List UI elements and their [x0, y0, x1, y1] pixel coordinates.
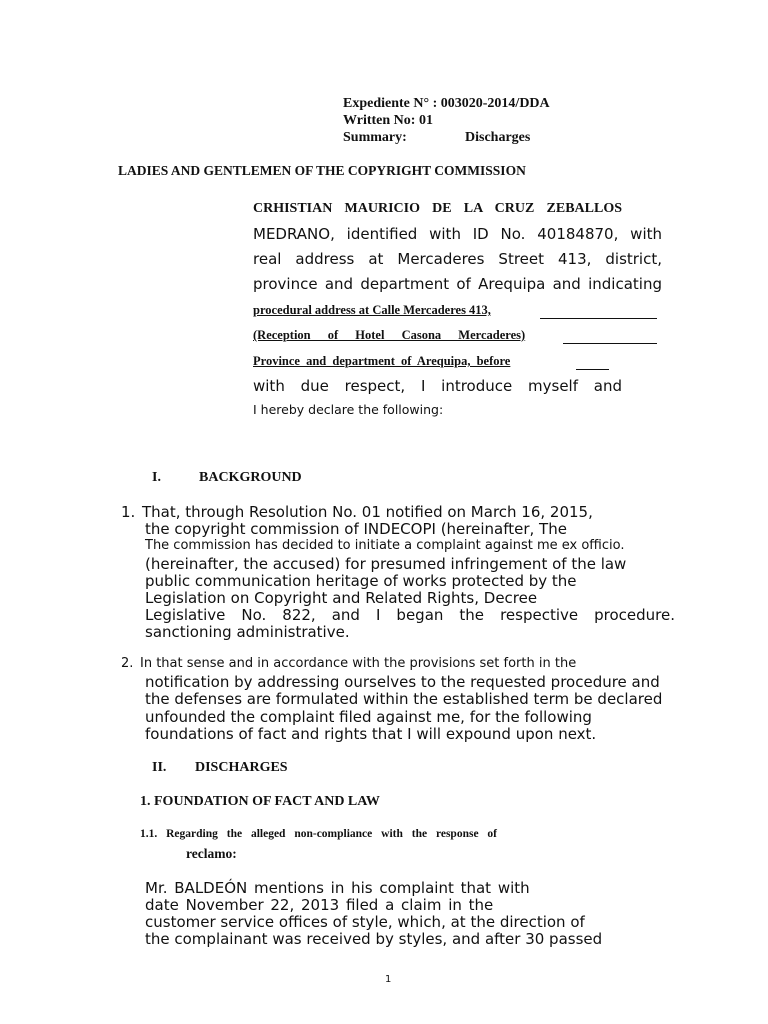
procedural-address-line-1: procedural address at Calle Mercaderes 413,	[253, 303, 491, 317]
expediente-number: Expediente N° : 003020-2014/DDA	[343, 96, 550, 111]
subsection-1-1-heading-cont: reclamo:	[186, 846, 237, 861]
written-number: Written No: 01	[343, 113, 433, 128]
para-1-line-2: the copyright commission of INDECOPI (hereinafter, The	[145, 520, 567, 538]
page-number: 1	[385, 974, 392, 985]
underline-fill-3	[576, 369, 609, 370]
section-1-title: BACKGROUND	[199, 470, 302, 485]
para-1-line-5: public communication heritage of works protected by the	[145, 572, 577, 590]
para-1-line-3: The commission has decided to initiate a complaint against me ex officio.	[145, 538, 625, 553]
section-1-numeral: I.	[152, 470, 161, 485]
addressee-heading: LADIES AND GENTLEMEN OF THE COPYRIGHT COMMISSION	[118, 163, 526, 178]
section-2-numeral: II.	[152, 760, 167, 775]
para-1-line-1: That, through Resolution No. 01 notified on March 16, 2015,	[142, 503, 593, 521]
underline-fill-1	[540, 318, 657, 319]
para-3-line-3: customer service offices of style, which, at the direction of	[145, 913, 585, 931]
complainant-name: CRHISTIAN MAURICIO DE LA CRUZ ZEBALLOS	[253, 201, 622, 216]
section-2-title: DISCHARGES	[195, 760, 288, 775]
subsection-1-heading: 1. FOUNDATION OF FACT AND LAW	[140, 794, 380, 809]
summary-value: Discharges	[465, 130, 531, 145]
summary-label: Summary:	[343, 130, 407, 145]
underline-fill-2	[563, 343, 657, 344]
para-1-line-8: sanctioning administrative.	[145, 623, 350, 641]
intro-line-8: with due respect, I introduce myself and	[253, 377, 622, 395]
subsection-1-1-heading: 1.1. Regarding the alleged non-compliance with the response of	[140, 828, 498, 840]
para-1-line-4: (hereinafter, the accused) for presumed infringement of the law	[145, 555, 627, 573]
para-2-line-1: In that sense and in accordance with the provisions set forth in the	[140, 656, 577, 671]
intro-line-9: I hereby declare the following:	[253, 402, 444, 417]
para-2-marker: 2.	[121, 656, 134, 671]
para-3-line-2: date November 22, 2013 filed a claim in the	[145, 896, 494, 914]
para-1-marker: 1.	[121, 503, 136, 521]
procedural-address-line-3: Province and department of Arequipa, before	[253, 354, 511, 368]
intro-line-4: province and department of Arequipa and indicating	[253, 275, 662, 293]
para-2-line-3: the defenses are formulated within the established term be declared	[145, 690, 663, 708]
para-1-line-6: Legislation on Copyright and Related Rights, Decree	[145, 589, 538, 607]
para-1-line-7: Legislative No. 822, and I began the respective procedure.	[145, 606, 675, 624]
procedural-address-line-2: (Reception of Hotel Casona Mercaderes)	[253, 328, 526, 342]
intro-line-2: MEDRANO, identified with ID No. 40184870, with	[253, 225, 662, 243]
para-2-line-5: foundations of fact and rights that I will expound upon next.	[145, 725, 597, 743]
intro-line-3: real address at Mercaderes Street 413, district,	[253, 250, 662, 268]
para-2-line-4: unfounded the complaint filed against me, for the following	[145, 708, 592, 726]
para-3-line-1: Mr. BALDEÓN mentions in his complaint that with	[145, 879, 530, 897]
para-2-line-2: notification by addressing ourselves to the requested procedure and	[145, 673, 660, 691]
para-3-line-4: the complainant was received by styles, and after 30 passed	[145, 930, 603, 948]
